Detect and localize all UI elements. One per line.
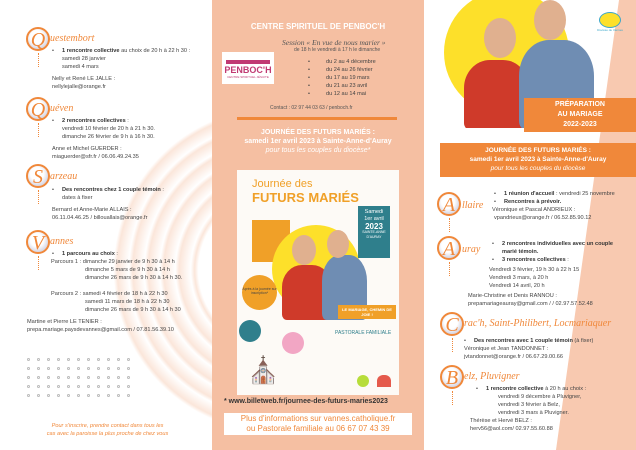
parish-name: annes <box>50 236 74 247</box>
dot <box>27 376 30 379</box>
text: Samedi <box>364 209 384 215</box>
parish-name: uéven <box>50 103 74 114</box>
text: 2022-2023 <box>563 121 597 128</box>
text: 1 rencontre collective <box>486 386 544 392</box>
text: : vendredi 25 novembre <box>554 191 615 197</box>
text: 2 rencontres individuelles avec un couple marié témoin. <box>502 241 613 255</box>
contact-name: Marie-Christine et Denis RANNOU : <box>468 293 557 299</box>
dot <box>77 358 80 361</box>
info-box <box>224 413 412 435</box>
dot <box>127 376 130 379</box>
dot <box>57 385 60 388</box>
contact-email[interactable]: jvtandonnet@orange.fr / 06.67.29.00.66 <box>464 354 563 360</box>
letter-badge: A <box>437 236 461 260</box>
text: : <box>565 257 569 263</box>
dot <box>97 394 100 397</box>
text: vendredi 9 décembre à Pluvigner, <box>498 394 582 400</box>
letter-badge: C <box>440 312 464 336</box>
poster <box>237 170 399 395</box>
text: pour tous les couples du diocèse* <box>265 147 371 154</box>
text: Des rencontres chez 1 couple témoin <box>62 187 161 193</box>
poster-line1: Journée des <box>252 178 313 190</box>
dot <box>117 394 120 397</box>
text: JOURNÉE DES FUTURS MARIÉS : <box>485 147 591 154</box>
session-date: • du 12 au 14 mai <box>308 90 376 98</box>
text: ou Pastorale familiale au 06 67 07 43 39 <box>246 424 390 433</box>
dot <box>97 385 100 388</box>
text: à 20 h au choix : <box>543 386 587 392</box>
journee-banner <box>440 143 636 177</box>
parish-name: arzeau <box>50 171 78 182</box>
logo-text: PENBOC'H <box>224 65 272 75</box>
dot <box>37 358 40 361</box>
dot <box>37 376 40 379</box>
text: 1er avril <box>364 216 384 222</box>
text: 1 parcours au choix <box>62 251 115 257</box>
dot-grid <box>27 358 137 397</box>
text: vendredi 3 février à Belz, <box>498 402 560 408</box>
dot <box>77 394 80 397</box>
session-date: • du 17 au 19 mars <box>308 74 376 82</box>
text: SAINTE-ANNE D'AURAY <box>362 230 386 239</box>
letter-badge: V <box>26 230 50 254</box>
text: JOURNÉE DES FUTURS MARIÉS : <box>261 129 375 136</box>
dot <box>107 376 110 379</box>
dot <box>97 376 100 379</box>
dot <box>87 367 90 370</box>
dot <box>77 385 80 388</box>
dot <box>97 358 100 361</box>
dot <box>127 394 130 397</box>
contact-email[interactable]: prepa.mariage.paysdevannes@gmail.com / 07.81.56.39.10 <box>27 327 174 333</box>
billetweb-url[interactable]: * www.billetweb.fr/journee-des-futurs-maries2023 <box>224 398 388 405</box>
contact-name: Martine et Pierre LE TENIER : <box>27 319 102 325</box>
dot <box>47 376 50 379</box>
letter-badge: S <box>26 164 50 188</box>
dot <box>57 394 60 397</box>
contact-email[interactable]: herv56@aol.com/ 02.97.55.60.88 <box>470 426 553 432</box>
dot <box>67 367 70 370</box>
dot <box>87 385 90 388</box>
dot <box>77 376 80 379</box>
dot <box>37 394 40 397</box>
text: (à fixer) <box>572 338 594 344</box>
text: : <box>125 118 129 124</box>
poster-slogan: LE MARIAGE, CHEMIN DE JOIE ! <box>338 305 396 319</box>
contact-name: Véronique et Jean TANDONNET : <box>464 346 549 352</box>
dot <box>87 358 90 361</box>
info-link[interactable]: Plus d'informations sur vannes.catholique.fr <box>240 414 396 423</box>
dot <box>37 367 40 370</box>
dot <box>57 376 60 379</box>
text: vendredi 10 février de 20 h à 21 h 30. <box>62 126 155 132</box>
text: samedi 1er avril 2023 à Sainte-Anne-d'Auray <box>244 138 392 145</box>
dot <box>67 376 70 379</box>
session-title: Session « En vue de nous marier » <box>282 38 386 47</box>
dot <box>107 367 110 370</box>
footer-note <box>20 422 195 438</box>
letter-badge: Q <box>26 97 50 121</box>
logo-subtext: CENTRE SPIRITUEL JÉSUITE <box>227 75 269 79</box>
dot <box>117 376 120 379</box>
dot <box>87 394 90 397</box>
parish-name: uray <box>462 244 481 255</box>
text: Vendredi 3 février, 19 h 30 à 22 h 15 <box>489 267 580 273</box>
text: samedi 11 mars de 18 h à 22 h 30 <box>85 299 170 305</box>
left-panel <box>0 0 212 450</box>
dot <box>117 385 120 388</box>
contact-name: Thérèse et Hervé BELZ : <box>470 418 532 424</box>
church-icon: ⛪ <box>247 355 280 385</box>
dot <box>57 358 60 361</box>
text: cas avec la paroisse la plus proche de chez vous <box>46 431 169 437</box>
text: Parcours 1 : dimanche 29 janvier de 9 h 30 à 14 h <box>51 259 175 265</box>
text: Des rencontres avec 1 couple témoin <box>474 338 573 344</box>
text: dimanche 26 mars de 9 h 30 à 14 h 30. <box>85 275 183 281</box>
dot <box>107 394 110 397</box>
dot <box>127 367 130 370</box>
session-dates <box>308 58 376 98</box>
poster-line2: FUTURS MARIÉS <box>252 190 359 205</box>
dot <box>107 358 110 361</box>
text: vendredi 3 mars à Pluvigner. <box>498 410 569 416</box>
text: Parcours 2 : samedi 4 février de 18 h à 22 h 30 <box>51 291 168 297</box>
dot <box>107 385 110 388</box>
middle-panel <box>212 0 424 450</box>
session-hours: de 18 h le vendredi à 17 h le dimanche <box>294 47 381 53</box>
text: 2 rencontres collectives <box>62 118 126 124</box>
right-panel <box>424 0 636 450</box>
dot <box>27 385 30 388</box>
diocese-logo <box>592 12 628 32</box>
text: dates à fixer <box>62 195 93 201</box>
text: AU MARIAGE <box>557 111 603 118</box>
dot <box>67 385 70 388</box>
parish-name: rac'h, Saint-Philibert, Locmariaquer <box>464 318 612 329</box>
dot <box>47 358 50 361</box>
contact-email[interactable]: vpandrieux@orange.fr / 06.52.85.90.12 <box>494 215 592 221</box>
dot <box>127 358 130 361</box>
dot <box>57 367 60 370</box>
text: 2023 <box>365 222 383 231</box>
contact-email[interactable]: 06.11.04.46.25 / billouallais@orange.fr <box>52 215 148 221</box>
dot <box>27 394 30 397</box>
penboch-title: CENTRE SPIRITUEL DE PENBOC'H <box>250 22 386 31</box>
letter-badge: B <box>440 365 464 389</box>
text: Vendredi 14 avril, 20 h <box>489 283 545 289</box>
contact-name: Bernard et Anne-Marie ALLAIS : <box>52 207 132 213</box>
dot <box>67 358 70 361</box>
text: au choix de 20 h à 22 h 30 : <box>119 48 191 54</box>
poster-bubble: Après à la journée sur inscription* <box>242 275 277 310</box>
text: Pour s'inscrire, prendre contact dans tous les <box>51 423 164 429</box>
text: Vendredi 3 mars, à 20 h <box>489 275 549 281</box>
dot <box>47 385 50 388</box>
contact-email[interactable]: prepamariageauray@gmail.com / / 02.97.57.52.48 <box>468 301 593 307</box>
text: dimanche 26 mars de 9 h 30 à 14 h 30 <box>85 307 181 313</box>
dot <box>37 385 40 388</box>
dot <box>27 358 30 361</box>
poster-date-box <box>358 206 390 258</box>
letter-badge: Q <box>26 27 50 51</box>
text: pour tous les couples du diocèse <box>490 165 586 172</box>
dot <box>87 376 90 379</box>
penboch-logo <box>222 52 274 84</box>
text: 1 rencontre collective <box>62 48 120 54</box>
session-date: • du 2 au 4 décembre <box>308 58 376 66</box>
session-date: • du 24 au 26 février <box>308 66 376 74</box>
contact-email[interactable]: nellylejalle@orange.fr <box>52 84 106 90</box>
text: samedi 4 mars <box>62 64 99 70</box>
text: samedi 28 janvier <box>62 56 106 62</box>
dot <box>127 385 130 388</box>
dot <box>117 358 120 361</box>
dot <box>117 367 120 370</box>
parish-name: uestembort <box>50 33 95 44</box>
journee-block <box>212 128 424 155</box>
main-title <box>524 98 636 132</box>
contact-name: Nelly et René LE JALLE : <box>52 76 116 82</box>
divider <box>237 117 397 120</box>
dot <box>47 394 50 397</box>
dot <box>47 367 50 370</box>
text: : <box>160 187 164 193</box>
logo-text: Diocèse de Vannes <box>597 28 623 32</box>
contact-name: Anne et Michel GUERDER : <box>52 146 122 152</box>
letter-badge: A <box>437 192 461 216</box>
text: dimanche 5 mars de 9 h 30 à 14 h <box>85 267 170 273</box>
text: PRÉPARATION <box>555 101 605 108</box>
text: 1 réunion d'accueil <box>504 191 555 197</box>
text: : <box>114 251 118 257</box>
text: dimanche 26 février de 9 h à 16 h 30. <box>62 134 155 140</box>
parish-name: llaire <box>462 200 484 211</box>
text: Rencontres à prévoir. <box>504 199 562 205</box>
dot <box>77 367 80 370</box>
contact-name: Véronique et Pascal ANDRIEUX : <box>492 207 576 213</box>
parish-name: elz, Pluvigner <box>464 371 520 382</box>
contact-email[interactable]: miaguerder@sfr.fr / 06.06.49.24.35 <box>52 154 139 160</box>
session-date: • du 21 au 23 avril <box>308 82 376 90</box>
text: 3 rencontres collectives <box>502 257 566 263</box>
poster-org: PASTORALE FAMILIALE <box>335 330 392 336</box>
dot <box>67 394 70 397</box>
text: samedi 1er avril 2023 à Sainte-Anne-d'Auray <box>469 156 607 163</box>
dot <box>27 367 30 370</box>
penboch-contact[interactable]: Contact : 02 97 44 03 63 / penboch.fr <box>270 105 353 111</box>
dot <box>97 367 100 370</box>
